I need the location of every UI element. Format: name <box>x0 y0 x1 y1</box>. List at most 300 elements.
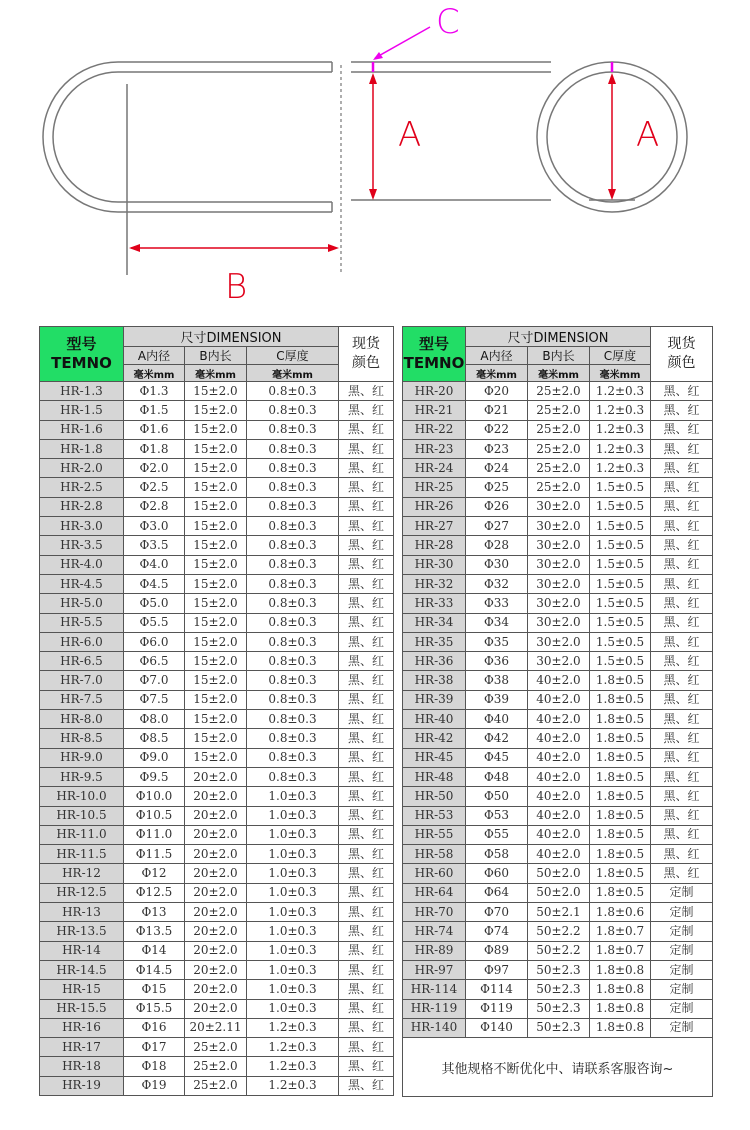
thickness-cell: 1.0±0.3 <box>247 883 339 902</box>
inner-diameter-cell: Φ15 <box>124 980 185 999</box>
inner-diameter-cell: Φ7.0 <box>124 671 185 690</box>
model-cell: HR-26 <box>403 497 466 516</box>
stock-color-cell: 黑、红 <box>651 382 713 401</box>
table-row <box>403 632 713 651</box>
model-cell: HR-30 <box>403 555 466 574</box>
inner-length-cell: 20±2.11 <box>185 1018 247 1037</box>
thickness-cell: 1.8±0.5 <box>590 729 651 748</box>
inner-diameter-cell: Φ97 <box>466 960 528 979</box>
dimension-header: 尺寸DIMENSION <box>466 327 651 347</box>
model-cell: HR-32 <box>403 574 466 593</box>
thickness-cell: 0.8±0.3 <box>247 594 339 613</box>
table-row <box>403 787 713 806</box>
stock-color-cell: 黑、红 <box>339 980 394 999</box>
thickness-cell: 1.8±0.5 <box>590 825 651 844</box>
thickness-cell: 1.2±0.3 <box>590 382 651 401</box>
inner-length-cell: 50±2.0 <box>528 883 590 902</box>
thickness-cell: 1.0±0.3 <box>247 903 339 922</box>
thickness-cell: 1.8±0.5 <box>590 767 651 786</box>
table-row <box>403 729 713 748</box>
table-row <box>403 671 713 690</box>
inner-diameter-cell: Φ42 <box>466 729 528 748</box>
inner-diameter-cell: Φ10.5 <box>124 806 185 825</box>
inner-diameter-cell: Φ11.5 <box>124 845 185 864</box>
inner-diameter-cell: Φ40 <box>466 710 528 729</box>
inner-diameter-cell: Φ14.5 <box>124 960 185 979</box>
unit-label: 毫米mm <box>466 365 528 382</box>
model-cell: HR-24 <box>403 459 466 478</box>
unit-label: 毫米mm <box>528 365 590 382</box>
unit-label: 毫米mm <box>185 365 247 382</box>
model-cell: HR-74 <box>403 922 466 941</box>
inner-diameter-cell: Φ9.5 <box>124 767 185 786</box>
table-row <box>40 382 394 401</box>
stock-color-cell: 黑、红 <box>651 420 713 439</box>
model-cell: HR-9.0 <box>40 748 124 767</box>
inner-diameter-cell: Φ35 <box>466 632 528 651</box>
inner-diameter-cell: Φ16 <box>124 1018 185 1037</box>
model-cell: HR-21 <box>403 401 466 420</box>
inner-length-cell: 30±2.0 <box>528 613 590 632</box>
table-row <box>40 903 394 922</box>
table-row <box>403 922 713 941</box>
inner-diameter-cell: Φ22 <box>466 420 528 439</box>
model-cell: HR-36 <box>403 652 466 671</box>
label-a-circle: A <box>636 115 660 155</box>
inner-diameter-cell: Φ6.5 <box>124 652 185 671</box>
table-row <box>403 960 713 979</box>
model-cell: HR-55 <box>403 825 466 844</box>
thickness-cell: 0.8±0.3 <box>247 690 339 709</box>
inner-diameter-cell: Φ10.0 <box>124 787 185 806</box>
model-cell: HR-18 <box>40 1057 124 1076</box>
stock-color-cell: 黑、红 <box>339 382 394 401</box>
thickness-cell: 1.5±0.5 <box>590 478 651 497</box>
model-cell: HR-19 <box>40 1076 124 1095</box>
inner-length-cell: 20±2.0 <box>185 787 247 806</box>
stock-color-cell: 黑、红 <box>339 401 394 420</box>
table-row <box>403 690 713 709</box>
inner-diameter-cell: Φ55 <box>466 825 528 844</box>
table-row <box>40 864 394 883</box>
thickness-cell: 0.8±0.3 <box>247 710 339 729</box>
inner-diameter-cell: Φ7.5 <box>124 690 185 709</box>
table-row <box>40 883 394 902</box>
model-cell: HR-14 <box>40 941 124 960</box>
table-row <box>40 517 394 536</box>
stock-color-cell: 黑、红 <box>339 652 394 671</box>
table-row <box>40 845 394 864</box>
stock-color-cell: 黑、红 <box>651 401 713 420</box>
table-row <box>40 825 394 844</box>
inner-diameter-cell: Φ19 <box>124 1076 185 1095</box>
model-cell: HR-2.0 <box>40 459 124 478</box>
circle-a-arrow-bottom <box>608 189 616 200</box>
model-cell: HR-16 <box>40 1018 124 1037</box>
table-row <box>40 420 394 439</box>
thickness-cell: 1.5±0.5 <box>590 594 651 613</box>
stock-color-cell: 黑、红 <box>339 497 394 516</box>
inner-length-cell: 15±2.0 <box>185 710 247 729</box>
model-cell: HR-119 <box>403 999 466 1018</box>
inner-length-cell: 50±2.3 <box>528 980 590 999</box>
model-cell: HR-5.0 <box>40 594 124 613</box>
thickness-cell: 1.5±0.5 <box>590 497 651 516</box>
stock-color-cell: 黑、红 <box>339 439 394 458</box>
model-cell: HR-64 <box>403 883 466 902</box>
table-row <box>40 632 394 651</box>
model-cell: HR-10.5 <box>40 806 124 825</box>
table-row <box>40 536 394 555</box>
model-cell: HR-58 <box>403 845 466 864</box>
table-row <box>403 941 713 960</box>
table-row <box>40 1038 394 1057</box>
thickness-cell: 0.8±0.3 <box>247 459 339 478</box>
inner-length-cell: 40±2.0 <box>528 671 590 690</box>
inner-length-cell: 20±2.0 <box>185 825 247 844</box>
thickness-cell: 0.8±0.3 <box>247 401 339 420</box>
spec-table-right <box>402 326 713 1097</box>
thickness-cell: 1.2±0.3 <box>590 459 651 478</box>
stock-color-cell: 黑、红 <box>339 806 394 825</box>
stock-color-cell: 黑、红 <box>339 613 394 632</box>
thickness-cell: 1.8±0.5 <box>590 883 651 902</box>
inner-diameter-cell: Φ30 <box>466 555 528 574</box>
inner-diameter-cell: Φ5.0 <box>124 594 185 613</box>
inner-diameter-cell: Φ28 <box>466 536 528 555</box>
inner-length-cell: 30±2.0 <box>528 517 590 536</box>
table-row <box>40 574 394 593</box>
model-cell: HR-33 <box>403 594 466 613</box>
table-row <box>403 806 713 825</box>
thickness-cell: 1.8±0.5 <box>590 787 651 806</box>
thickness-cell: 1.8±0.5 <box>590 671 651 690</box>
inner-length-cell: 40±2.0 <box>528 748 590 767</box>
table-row <box>403 536 713 555</box>
stock-color-cell: 黑、红 <box>339 941 394 960</box>
thickness-cell: 0.8±0.3 <box>247 574 339 593</box>
thickness-cell: 1.0±0.3 <box>247 980 339 999</box>
inner-diameter-cell: Φ48 <box>466 767 528 786</box>
thickness-cell: 0.8±0.3 <box>247 767 339 786</box>
inner-diameter-cell: Φ17 <box>124 1038 185 1057</box>
stock-color-cell: 定制 <box>651 999 713 1018</box>
circle-a-arrow-top <box>608 73 616 84</box>
inner-diameter-cell: Φ119 <box>466 999 528 1018</box>
inner-diameter-cell: Φ70 <box>466 903 528 922</box>
table-row <box>403 478 713 497</box>
model-cell: HR-89 <box>403 941 466 960</box>
inner-length-cell: 40±2.0 <box>528 767 590 786</box>
unit-label: 毫米mm <box>590 365 651 382</box>
model-cell: HR-1.3 <box>40 382 124 401</box>
stock-color-cell: 黑、红 <box>651 690 713 709</box>
stock-color-cell: 定制 <box>651 922 713 941</box>
stock-color-cell: 黑、红 <box>339 922 394 941</box>
model-cell: HR-4.5 <box>40 574 124 593</box>
thickness-cell: 1.8±0.5 <box>590 845 651 864</box>
inner-length-cell: 30±2.0 <box>528 594 590 613</box>
inner-length-cell: 15±2.0 <box>185 478 247 497</box>
table-row <box>40 980 394 999</box>
stock-color-cell: 黑、红 <box>339 845 394 864</box>
inner-length-cell: 20±2.0 <box>185 845 247 864</box>
stock-color-header: 现货 颜色 <box>339 327 394 382</box>
table-row <box>40 613 394 632</box>
inner-length-cell: 20±2.0 <box>185 903 247 922</box>
inner-diameter-cell: Φ13 <box>124 903 185 922</box>
inner-length-cell: 15±2.0 <box>185 382 247 401</box>
thickness-cell: 1.2±0.3 <box>247 1018 339 1037</box>
col-b-header: B内长 <box>185 347 247 365</box>
inner-diameter-cell: Φ1.8 <box>124 439 185 458</box>
stock-color-cell: 黑、红 <box>339 710 394 729</box>
inner-diameter-cell: Φ140 <box>466 1018 528 1037</box>
inner-diameter-cell: Φ25 <box>466 478 528 497</box>
stock-color-cell: 黑、红 <box>339 903 394 922</box>
thickness-cell: 1.2±0.3 <box>247 1057 339 1076</box>
table-row <box>403 710 713 729</box>
inner-diameter-cell: Φ4.5 <box>124 574 185 593</box>
inner-diameter-cell: Φ12 <box>124 864 185 883</box>
table-row <box>403 864 713 883</box>
model-cell: HR-5.5 <box>40 613 124 632</box>
table-row <box>40 459 394 478</box>
table-row <box>403 903 713 922</box>
spec-rows-right <box>403 382 713 1038</box>
stock-color-cell: 黑、红 <box>651 478 713 497</box>
inner-length-cell: 15±2.0 <box>185 497 247 516</box>
inner-diameter-cell: Φ53 <box>466 806 528 825</box>
inner-diameter-cell: Φ2.8 <box>124 497 185 516</box>
cap-outer-outline <box>43 62 332 212</box>
dimension-header: 尺寸DIMENSION <box>124 327 339 347</box>
thickness-cell: 0.8±0.3 <box>247 382 339 401</box>
stock-color-cell: 定制 <box>651 1018 713 1037</box>
inner-length-cell: 15±2.0 <box>185 574 247 593</box>
table-row <box>403 748 713 767</box>
model-cell: HR-13.5 <box>40 922 124 941</box>
stock-color-cell: 黑、红 <box>651 536 713 555</box>
inner-diameter-cell: Φ9.0 <box>124 748 185 767</box>
inner-length-cell: 50±2.0 <box>528 864 590 883</box>
table-row <box>40 729 394 748</box>
thickness-cell: 1.8±0.6 <box>590 903 651 922</box>
inner-diameter-cell: Φ27 <box>466 517 528 536</box>
model-cell: HR-9.5 <box>40 767 124 786</box>
inner-length-cell: 25±2.0 <box>528 382 590 401</box>
table-row <box>40 1076 394 1095</box>
inner-diameter-cell: Φ45 <box>466 748 528 767</box>
table-row <box>40 1018 394 1037</box>
stock-color-header: 现货 颜色 <box>651 327 713 382</box>
inner-length-cell: 50±2.2 <box>528 922 590 941</box>
thickness-cell: 1.2±0.3 <box>590 439 651 458</box>
model-cell: HR-140 <box>403 1018 466 1037</box>
thickness-cell: 1.5±0.5 <box>590 613 651 632</box>
stock-color-cell: 黑、红 <box>339 671 394 690</box>
inner-diameter-cell: Φ23 <box>466 439 528 458</box>
inner-length-cell: 15±2.0 <box>185 555 247 574</box>
table-row <box>40 787 394 806</box>
thickness-cell: 1.2±0.3 <box>247 1038 339 1057</box>
table-row <box>40 439 394 458</box>
stock-color-cell: 黑、红 <box>651 574 713 593</box>
thickness-cell: 0.8±0.3 <box>247 632 339 651</box>
thickness-cell: 1.0±0.3 <box>247 864 339 883</box>
stock-color-cell: 黑、红 <box>651 671 713 690</box>
spec-table-left <box>39 326 394 1096</box>
inner-length-cell: 30±2.0 <box>528 652 590 671</box>
stock-color-cell: 黑、红 <box>339 459 394 478</box>
inner-length-cell: 20±2.0 <box>185 806 247 825</box>
model-cell: HR-40 <box>403 710 466 729</box>
inner-diameter-cell: Φ6.0 <box>124 632 185 651</box>
stock-color-cell: 定制 <box>651 883 713 902</box>
stock-color-cell: 黑、红 <box>651 613 713 632</box>
table-row <box>403 420 713 439</box>
inner-diameter-cell: Φ1.6 <box>124 420 185 439</box>
inner-length-cell: 15±2.0 <box>185 439 247 458</box>
model-cell: HR-8.0 <box>40 710 124 729</box>
stock-color-cell: 黑、红 <box>339 825 394 844</box>
table-row <box>40 806 394 825</box>
table-row <box>40 767 394 786</box>
table-row <box>403 382 713 401</box>
thickness-cell: 0.8±0.3 <box>247 497 339 516</box>
stock-color-cell: 定制 <box>651 941 713 960</box>
model-cell: HR-114 <box>403 980 466 999</box>
thickness-cell: 1.8±0.5 <box>590 748 651 767</box>
thickness-cell: 1.0±0.3 <box>247 845 339 864</box>
inner-diameter-cell: Φ21 <box>466 401 528 420</box>
thickness-cell: 1.5±0.5 <box>590 517 651 536</box>
stock-color-cell: 黑、红 <box>339 632 394 651</box>
unit-label: 毫米mm <box>247 365 339 382</box>
thickness-cell: 1.8±0.8 <box>590 980 651 999</box>
model-cell: HR-2.5 <box>40 478 124 497</box>
table-row <box>40 922 394 941</box>
inner-length-cell: 30±2.0 <box>528 574 590 593</box>
model-cell: HR-15.5 <box>40 999 124 1018</box>
inner-length-cell: 40±2.0 <box>528 690 590 709</box>
stock-color-cell: 黑、红 <box>339 999 394 1018</box>
thickness-cell: 0.8±0.3 <box>247 420 339 439</box>
inner-length-cell: 20±2.0 <box>185 999 247 1018</box>
stock-color-cell: 黑、红 <box>651 652 713 671</box>
inner-length-cell: 15±2.0 <box>185 729 247 748</box>
table-row <box>403 613 713 632</box>
inner-length-cell: 15±2.0 <box>185 671 247 690</box>
table-row <box>403 767 713 786</box>
inner-length-cell: 25±2.0 <box>528 459 590 478</box>
stock-color-cell: 黑、红 <box>651 517 713 536</box>
stock-color-cell: 黑、红 <box>651 729 713 748</box>
inner-diameter-cell: Φ34 <box>466 613 528 632</box>
table-row <box>40 671 394 690</box>
b-arrow-left <box>129 244 140 252</box>
table-row <box>40 960 394 979</box>
stock-color-cell: 黑、红 <box>651 632 713 651</box>
model-cell: HR-17 <box>40 1038 124 1057</box>
inner-length-cell: 15±2.0 <box>185 459 247 478</box>
cap-dimension-diagram <box>0 0 750 320</box>
inner-diameter-cell: Φ74 <box>466 922 528 941</box>
inner-diameter-cell: Φ3.0 <box>124 517 185 536</box>
model-cell: HR-38 <box>403 671 466 690</box>
stock-color-cell: 黑、红 <box>651 767 713 786</box>
inner-diameter-cell: Φ15.5 <box>124 999 185 1018</box>
stock-color-cell: 黑、红 <box>651 825 713 844</box>
table-row <box>403 825 713 844</box>
inner-length-cell: 25±2.0 <box>185 1038 247 1057</box>
table-row <box>403 845 713 864</box>
table-row <box>403 883 713 902</box>
inner-length-cell: 20±2.0 <box>185 883 247 902</box>
model-cell: HR-6.5 <box>40 652 124 671</box>
thickness-cell: 0.8±0.3 <box>247 671 339 690</box>
unit-label: 毫米mm <box>124 365 185 382</box>
table-row <box>40 652 394 671</box>
table-row <box>403 652 713 671</box>
table-row <box>403 594 713 613</box>
inner-diameter-cell: Φ13.5 <box>124 922 185 941</box>
inner-diameter-cell: Φ50 <box>466 787 528 806</box>
thickness-cell: 1.2±0.3 <box>247 1076 339 1095</box>
inner-diameter-cell: Φ33 <box>466 594 528 613</box>
thickness-cell: 1.5±0.5 <box>590 574 651 593</box>
model-cell: HR-13 <box>40 903 124 922</box>
stock-color-cell: 黑、红 <box>651 459 713 478</box>
inner-diameter-cell: Φ36 <box>466 652 528 671</box>
model-cell: HR-6.0 <box>40 632 124 651</box>
stock-color-cell: 黑、红 <box>651 439 713 458</box>
stock-color-cell: 黑、红 <box>339 478 394 497</box>
stock-color-cell: 黑、红 <box>651 864 713 883</box>
inner-length-cell: 15±2.0 <box>185 420 247 439</box>
table-row <box>40 710 394 729</box>
thickness-cell: 1.0±0.3 <box>247 941 339 960</box>
inner-diameter-cell: Φ24 <box>466 459 528 478</box>
stock-color-cell: 黑、红 <box>339 555 394 574</box>
stock-color-cell: 黑、红 <box>339 690 394 709</box>
stock-color-cell: 黑、红 <box>651 806 713 825</box>
model-cell: HR-3.0 <box>40 517 124 536</box>
stock-color-cell: 黑、红 <box>339 536 394 555</box>
model-cell: HR-34 <box>403 613 466 632</box>
model-cell: HR-50 <box>403 787 466 806</box>
inner-length-cell: 20±2.0 <box>185 922 247 941</box>
inner-length-cell: 20±2.0 <box>185 864 247 883</box>
inner-diameter-cell: Φ32 <box>466 574 528 593</box>
thickness-cell: 0.8±0.3 <box>247 439 339 458</box>
stock-color-cell: 黑、红 <box>339 1057 394 1076</box>
model-cell: HR-12 <box>40 864 124 883</box>
thickness-cell: 1.8±0.5 <box>590 690 651 709</box>
stock-color-cell: 黑、红 <box>339 1076 394 1095</box>
thickness-cell: 0.8±0.3 <box>247 555 339 574</box>
spec-rows-left <box>40 382 394 1096</box>
thickness-cell: 1.0±0.3 <box>247 960 339 979</box>
label-b: B <box>225 267 248 307</box>
model-cell: HR-11.0 <box>40 825 124 844</box>
model-cell: HR-45 <box>403 748 466 767</box>
model-cell: HR-4.0 <box>40 555 124 574</box>
model-cell: HR-27 <box>403 517 466 536</box>
inner-length-cell: 40±2.0 <box>528 845 590 864</box>
inner-diameter-cell: Φ8.0 <box>124 710 185 729</box>
inner-length-cell: 20±2.0 <box>185 767 247 786</box>
